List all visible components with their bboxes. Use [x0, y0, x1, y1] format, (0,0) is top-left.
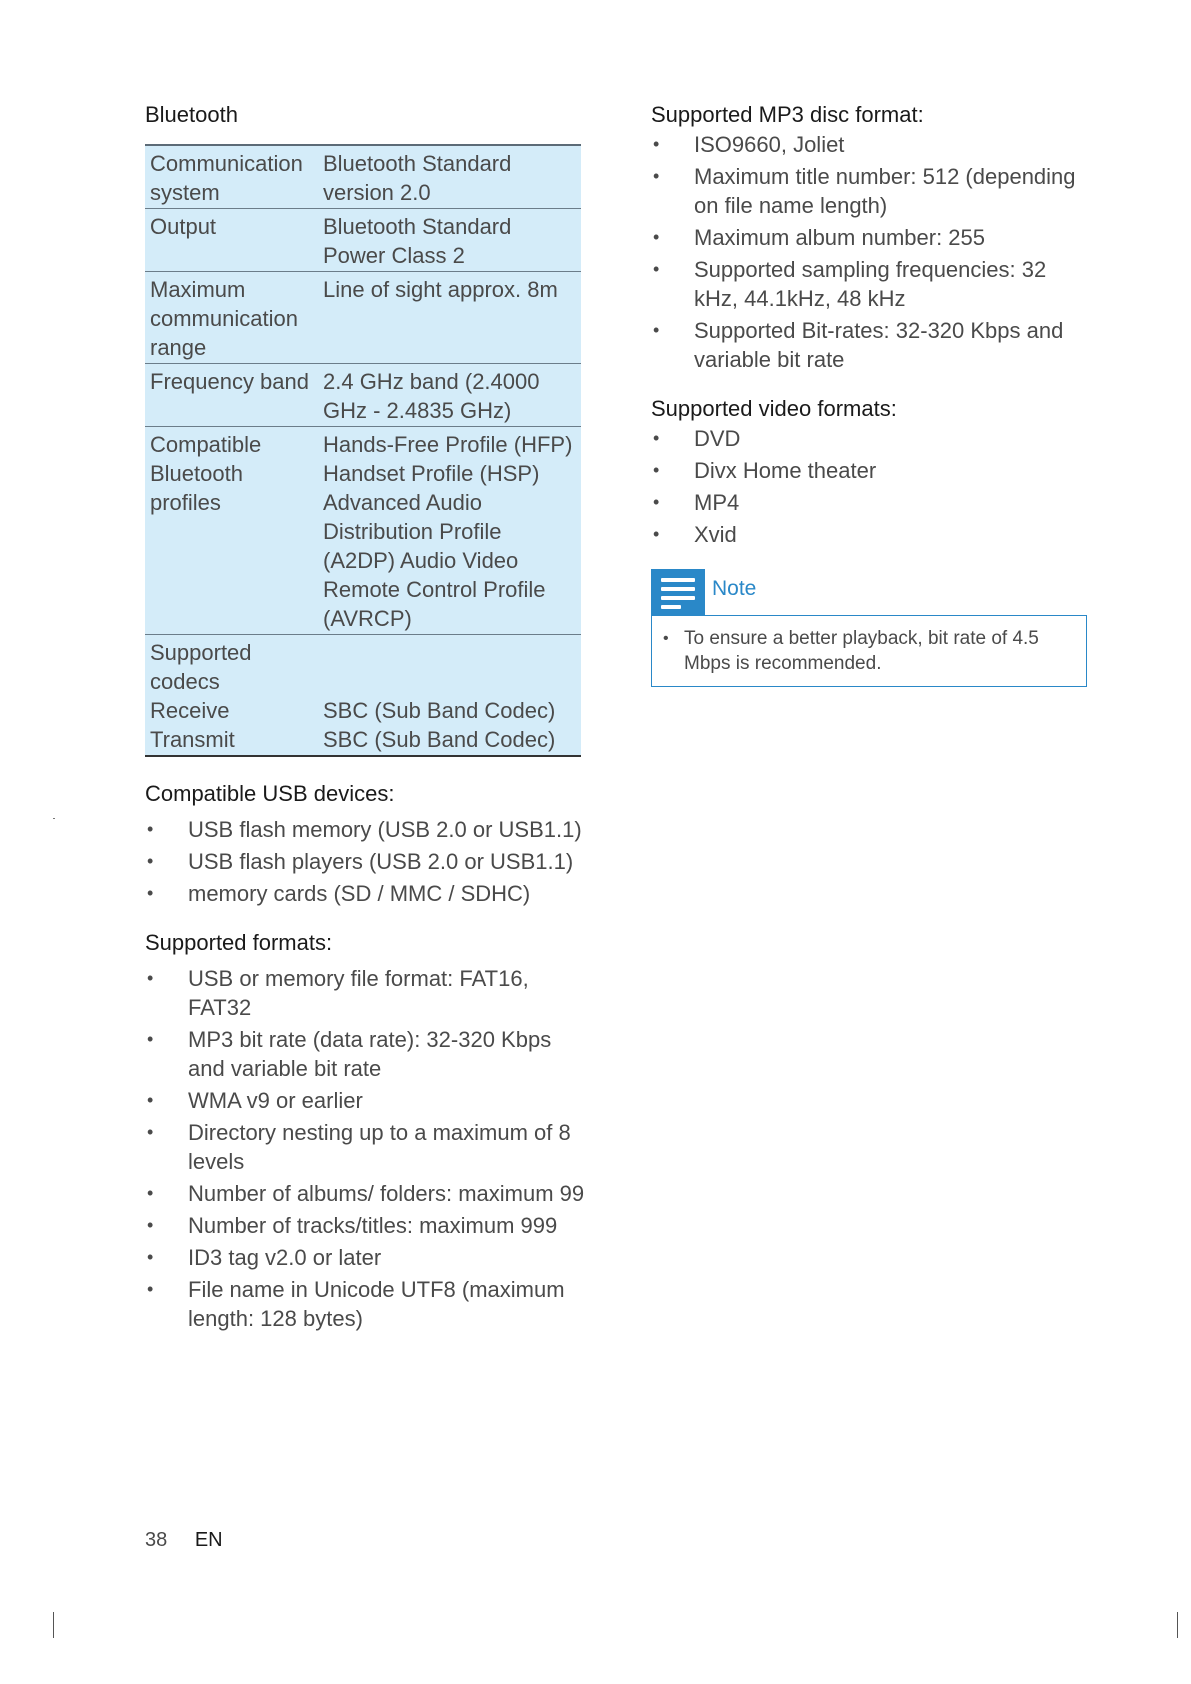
mp3-disc-heading: Supported MP3 disc format: — [651, 102, 924, 127]
supported-formats-heading: Supported formats: — [145, 930, 333, 955]
list-item: • Number of albums/ folders: maximum 99 — [145, 1179, 585, 1208]
table-row — [145, 272, 581, 364]
right-column — [651, 100, 1091, 687]
crop-mark-right — [1177, 1612, 1178, 1638]
spec-value: Line of sight approx. 8m — [323, 277, 558, 302]
usb-devices-heading: Compatible USB devices: — [145, 781, 395, 806]
list-item: • Maximum title number: 512 (depending on file name length) — [651, 162, 1091, 220]
list-item: • USB or memory file format: FAT16, FAT32 — [145, 964, 585, 1022]
note-icon — [651, 569, 705, 615]
spec-value — [323, 638, 577, 696]
spec-value: SBC (Sub Band Codec) — [323, 698, 556, 723]
spec-key: Output — [150, 214, 217, 239]
spec-value: SBC (Sub Band Codec) — [323, 727, 556, 752]
spec-key: Receive — [150, 698, 230, 723]
mp3-disc-list — [651, 130, 1091, 374]
table-row — [145, 209, 581, 272]
list-item: • File name in Unicode UTF8 (maximum length: 128 bytes) — [145, 1275, 585, 1333]
list-item: • USB flash memory (USB 2.0 or USB1.1) — [145, 815, 585, 844]
spec-value: Bluetooth Standard Power Class 2 — [323, 214, 512, 268]
bluetooth-spec-table — [145, 144, 581, 757]
list-item: • Xvid — [651, 520, 1091, 549]
spec-value-group — [318, 635, 581, 757]
spec-value: Bluetooth Standard version 2.0 — [323, 151, 512, 205]
table-row — [145, 145, 581, 209]
note-label: Note — [712, 577, 757, 600]
list-item: • Divx Home theater — [651, 456, 1091, 485]
spec-key: Communication system — [150, 151, 303, 205]
list-item: • Number of tracks/titles: maximum 999 — [145, 1211, 585, 1240]
usb-devices-list — [145, 815, 585, 908]
table-row — [145, 364, 581, 427]
page-footer — [145, 1529, 223, 1552]
list-item: • ID3 tag v2.0 or later — [145, 1243, 585, 1272]
table-row — [145, 427, 581, 635]
bullet-icon: • — [663, 630, 669, 647]
table-row — [145, 635, 581, 757]
list-item: • memory cards (SD / MMC / SDHC) — [145, 879, 585, 908]
list-item: • WMA v9 or earlier — [145, 1086, 585, 1115]
note-text: To ensure a better playback, bit rate of 4.5 Mbps is recommended. — [684, 628, 1039, 674]
list-item: • USB flash players (USB 2.0 or USB1.1) — [145, 847, 585, 876]
crop-mark-left — [53, 1612, 54, 1638]
supported-formats-list — [145, 964, 585, 1333]
page-number: 38 — [145, 1529, 168, 1551]
note-box — [651, 615, 1087, 687]
spec-key: Frequency band — [150, 369, 309, 394]
list-item: • Directory nesting up to a maximum of 8 levels — [145, 1118, 585, 1176]
spec-key-group — [145, 635, 318, 757]
list-item: • DVD — [651, 424, 1091, 453]
language-code: EN — [194, 1529, 223, 1551]
spec-value: 2.4 GHz band (2.4000 GHz - 2.4835 GHz) — [323, 369, 540, 423]
bluetooth-heading: Bluetooth — [145, 102, 238, 127]
list-item: • Supported sampling frequencies: 32 kHz, 44.1kHz, 48 kHz — [651, 255, 1091, 313]
spec-key: Supported codecs — [150, 640, 252, 694]
list-item: • Maximum album number: 255 — [651, 223, 1091, 252]
print-mark — [53, 818, 55, 819]
video-formats-heading: Supported video formats: — [651, 396, 897, 421]
list-item: • MP3 bit rate (data rate): 32-320 Kbps and variable bit rate — [145, 1025, 585, 1083]
spec-key: Maximum communication range — [150, 277, 298, 360]
spec-key: Transmit — [150, 727, 235, 752]
video-formats-list — [651, 424, 1091, 549]
note-header — [651, 569, 1091, 615]
list-item: • MP4 — [651, 488, 1091, 517]
list-item: • ISO9660, Joliet — [651, 130, 1091, 159]
spec-value: Hands-Free Profile (HFP) Handset Profile (HSP) Advanced Audio Distribution Profile (A2DP) Audio Video Remote Control Profile (AVRCP) — [323, 432, 573, 631]
spec-key: Compatible Bluetooth profiles — [150, 432, 262, 515]
list-item: • Supported Bit-rates: 32-320 Kbps and variable bit rate — [651, 316, 1091, 374]
left-column — [145, 100, 585, 1353]
